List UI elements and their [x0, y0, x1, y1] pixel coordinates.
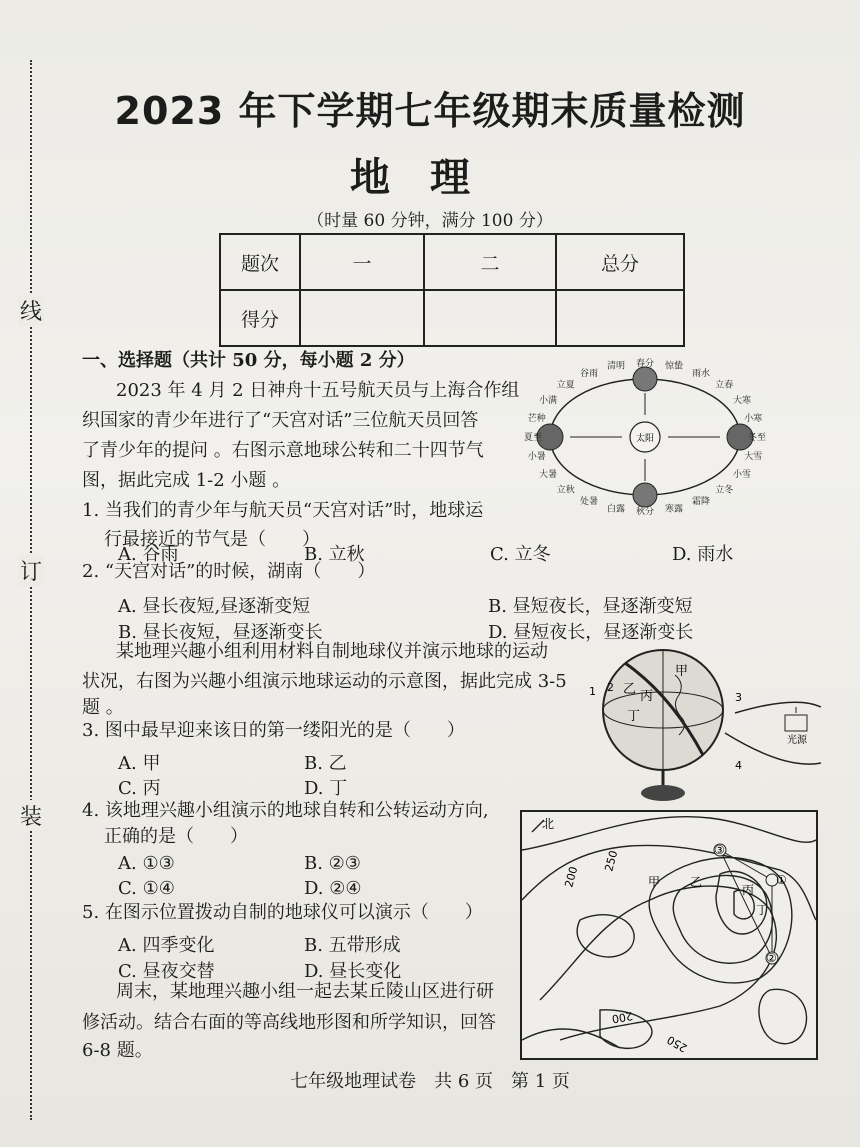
- passage-line: 修活动。结合右面的等高线地形图和所学知识，回答: [82, 1012, 496, 1033]
- score-row-label: 得分: [220, 290, 300, 346]
- score-cell[interactable]: [556, 290, 684, 346]
- question-1-stem: 行最接近的节气是（ ）: [104, 529, 320, 550]
- option-c[interactable]: C. ①④: [118, 878, 175, 899]
- exam-subject: 地理: [350, 155, 510, 201]
- solar-term-label: 立冬: [715, 485, 734, 496]
- question-5-stem: 5. 在图示位置拨动自制的地球仪可以演示（ ）: [82, 902, 483, 923]
- solar-term-label: 立春: [715, 380, 734, 391]
- solar-term-label: 处暑: [579, 497, 599, 508]
- solar-term-label: 小雪: [732, 470, 752, 480]
- light-source-label: 光源: [787, 735, 807, 746]
- option-c[interactable]: B. 昼长夜短，昼逐渐变长: [118, 622, 323, 643]
- solar-term-label: 立秋: [556, 485, 575, 496]
- page-footer: 七年级地理试卷 共 6 页 第 1 页: [290, 1071, 570, 1092]
- sun-label: 太阳: [635, 434, 655, 444]
- binding-char-bind: 装: [18, 800, 44, 831]
- option-d[interactable]: D. 昼长变化: [304, 961, 402, 982]
- north-label: 北: [542, 817, 555, 831]
- contour-point-2: ②: [766, 951, 777, 965]
- option-d[interactable]: D. 雨水: [672, 544, 734, 565]
- exam-title: 2023 年下学期七年级期末质量检测: [114, 89, 746, 133]
- option-a[interactable]: A. 谷雨: [118, 544, 179, 565]
- question-4-stem: 正确的是（ ）: [104, 826, 248, 847]
- contour-map-figure: [520, 810, 818, 1060]
- globe-label-yi: 乙: [623, 682, 637, 697]
- solar-term-label: 小寒: [744, 413, 763, 424]
- score-cell[interactable]: [424, 290, 556, 346]
- passage-line: 了青少年的提问 。右图示意地球公转和二十四节气: [82, 440, 484, 461]
- passage-line: 状况，右图为兴趣小组演示地球运动的示意图，据此完成 3-5: [82, 671, 567, 692]
- question-1-stem: 1. 当我们的青少年与航天员“天宫对话”时，地球运: [82, 500, 484, 521]
- solar-term-label: 芒种: [527, 413, 546, 424]
- globe-arrow-2: 2: [607, 681, 614, 694]
- option-c[interactable]: C. 丙: [118, 778, 161, 799]
- binding-char-staple: 订: [18, 555, 44, 586]
- passage-line: 某地理兴趣小组利用材料自制地球仪并演示地球的运动: [116, 641, 548, 662]
- section-heading: 一、选择题（共计 50 分，每小题 2 分）: [82, 350, 415, 371]
- solar-term-label: 谷雨: [579, 368, 599, 379]
- option-a[interactable]: A. 四季变化: [118, 935, 215, 956]
- globe-label-bing: 丙: [640, 689, 654, 704]
- passage-line: 题 。: [82, 697, 124, 718]
- solar-term-label: 寒露: [664, 504, 684, 515]
- solar-term-label: 小暑: [527, 452, 546, 463]
- binding-char-line: 线: [18, 295, 44, 326]
- question-4-stem: 4. 该地理兴趣小组演示的地球自转和公转运动方向,: [82, 800, 489, 821]
- question-2-stem: 2. “天宫对话”的时候，湖南（ ）: [82, 561, 376, 582]
- globe-arrow-4: 4: [735, 759, 742, 772]
- solar-term-label: 小满: [538, 396, 558, 406]
- passage-line: 6-8 题。: [82, 1040, 153, 1061]
- solar-term-label: 白露: [606, 504, 626, 515]
- option-c[interactable]: C. 立冬: [490, 544, 551, 565]
- exam-meta: （时量 60 分钟，满分 100 分）: [307, 211, 553, 231]
- option-a[interactable]: A. 甲: [118, 753, 161, 774]
- score-col-1: 一: [300, 234, 424, 290]
- solar-term-label: 春分: [635, 359, 655, 369]
- passage-line: 周末，某地理兴趣小组一起去某丘陵山区进行研: [116, 981, 494, 1002]
- contour-label-bing: 丙: [742, 883, 755, 897]
- solar-term-label: 秋分: [635, 507, 655, 517]
- solar-term-label: 霜降: [691, 497, 711, 508]
- option-d[interactable]: D. 丁: [304, 778, 348, 799]
- globe-demo-figure: [585, 635, 825, 820]
- globe-label-jia: 甲: [675, 664, 689, 679]
- contour-point-1: ①: [776, 873, 787, 887]
- passage-line: 图，据此完成 1-2 小题 。: [82, 470, 291, 491]
- passage-line: 2023 年 4 月 2 日神舟十五号航天员与上海合作组: [116, 380, 520, 401]
- globe-arrow-3: 3: [735, 691, 742, 704]
- solar-term-label: 立夏: [556, 380, 575, 391]
- option-b[interactable]: B. 乙: [304, 753, 347, 774]
- score-col-2: 二: [424, 234, 556, 290]
- question-3-stem: 3. 图中最早迎来该日的第一缕阳光的是（ ）: [82, 720, 465, 741]
- contour-label-250: 250: [664, 1032, 690, 1055]
- solar-term-label: 大雪: [744, 452, 763, 463]
- solar-term-label: 冬至: [747, 433, 767, 443]
- solar-term-label: 夏至: [523, 433, 543, 443]
- passage-line: 织国家的青少年进行了“天宫对话”三位航天员回答: [82, 410, 479, 431]
- option-b[interactable]: B. ②③: [304, 853, 361, 874]
- contour-point-3: ③: [714, 843, 725, 857]
- option-d[interactable]: D. 昼短夜长，昼逐渐变长: [488, 622, 694, 643]
- option-b[interactable]: B. 五带形成: [304, 935, 401, 956]
- score-row-label: 题次: [220, 234, 300, 290]
- contour-label-jia: 甲: [648, 875, 661, 889]
- option-a[interactable]: A. ①③: [118, 853, 175, 874]
- score-cell[interactable]: [300, 290, 424, 346]
- contour-label-200: 200: [610, 1009, 634, 1026]
- contour-label-yi: 乙: [690, 875, 703, 889]
- contour-label-ding: 丁: [756, 903, 769, 917]
- option-d[interactable]: D. ②④: [304, 878, 362, 899]
- solar-term-label: 雨水: [691, 368, 711, 379]
- solar-term-label: 大暑: [538, 470, 558, 480]
- score-table: [219, 233, 685, 347]
- score-col-total: 总分: [556, 234, 684, 290]
- solar-term-label: 惊蛰: [664, 361, 684, 372]
- globe-arrow-1: 1: [589, 685, 596, 698]
- globe-label-ding: 丁: [627, 709, 641, 724]
- option-c[interactable]: C. 昼夜交替: [118, 961, 215, 982]
- solar-term-label: 清明: [606, 361, 626, 372]
- option-a[interactable]: A. 昼长夜短,昼逐渐变短: [118, 596, 311, 617]
- orbit-solar-terms-figure: [520, 345, 770, 520]
- option-b[interactable]: B. 立秋: [304, 544, 365, 565]
- contour-label-250: 250: [602, 849, 621, 873]
- solar-term-label: 大寒: [732, 396, 752, 406]
- option-b[interactable]: B. 昼短夜长，昼逐渐变短: [488, 596, 693, 617]
- contour-label-200: 200: [562, 865, 581, 889]
